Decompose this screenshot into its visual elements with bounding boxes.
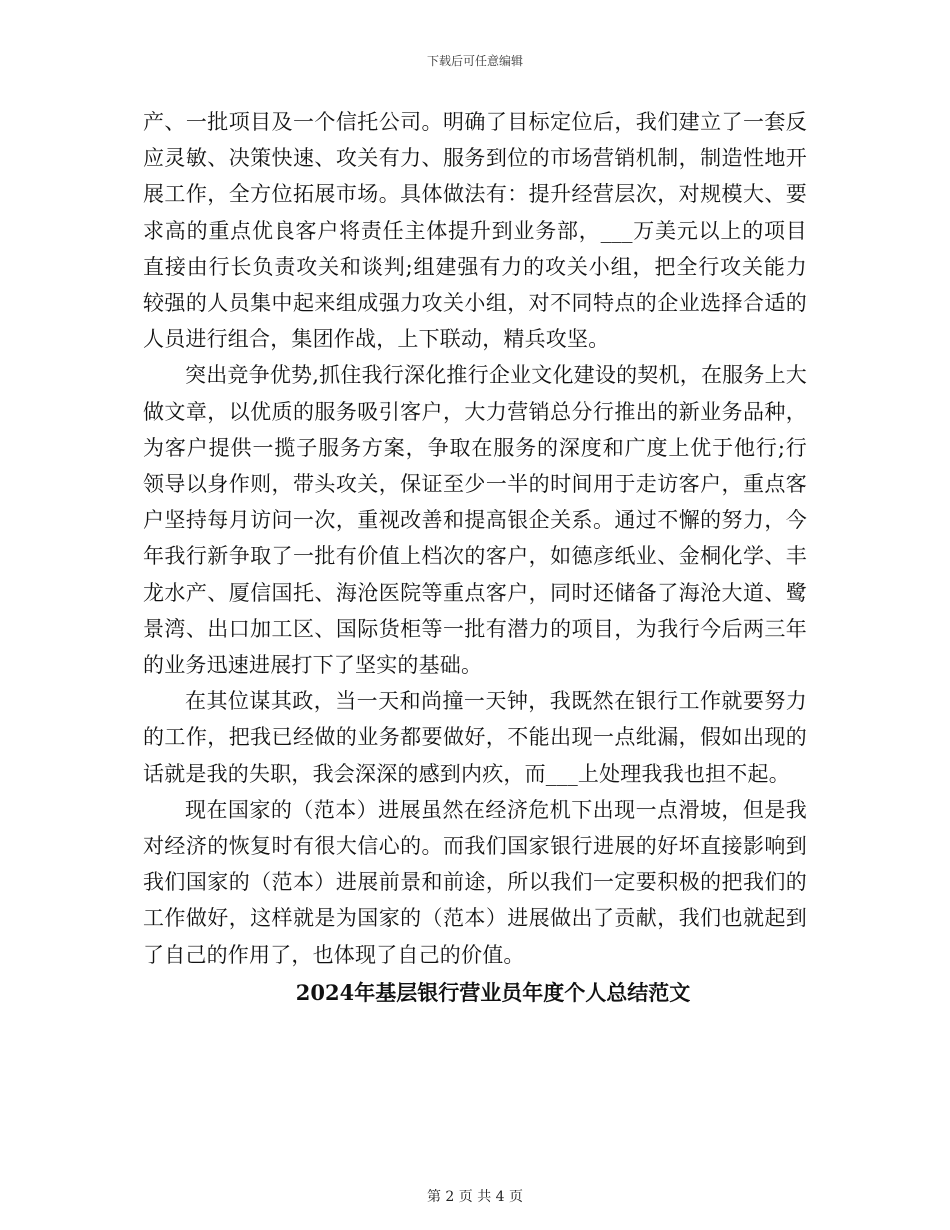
paragraph-3: 在其位谋其政，当一天和尚撞一天钟，我既然在银行工作就要努力的工作，把我已经做的业务都要做好，不能出现一点纰漏，假如出现的话就是我的失职，我会深深的感到内疚，而___上处理我我也担不起。	[143, 689, 807, 786]
page-footer: 第 2 页 共 4 页	[426, 1189, 524, 1205]
header-note: 下载后可任意编辑	[426, 54, 523, 68]
paragraph-1: 产、一批项目及一个信托公司。明确了目标定位后，我们建立了一套反应灵敏、决策快速、攻关有力、服务到位的市场营销机制，制造性地开展工作，全方位拓展市场。具体做法有：提升经营层次，对规模大、要求高的重点优良客户将责任主体提升到业务部，___万美元以上的项目直接由行长负责攻关和谈判;组建强有力的攻关小组，把全行攻关能力较强的人员集中起来组成强力攻关小组，对不同特点的企业选择合适的人员进行组合，集团作战，上下联动，精兵攻坚。	[143, 110, 807, 352]
paragraph-4: 现在国家的（范本）进展虽然在经济危机下出现一点滑坡，但是我对经济的恢复时有很大信心的。而我们国家银行进展的好坏直接影响到我们国家的（范本）进展前景和前途，所以我们一定要积极的把我们的工作做好，这样就是为国家的（范本）进展做出了贡献，我们也就起到了自己的作用了，也体现了自己的价值。	[143, 797, 807, 967]
paragraph-2: 突出竞争优势,抓住我行深化推行企业文化建设的契机，在服务上大做文章，以优质的服务吸引客户，大力营销总分行推出的新业务品种，为客户提供一揽子服务方案，争取在服务的深度和广度上优于他行;行领导以身作则，带头攻关，保证至少一半的时间用于走访客户，重点客户坚持每月访问一次，重视改善和提高银企关系。通过不懈的努力，今年我行新争取了一批有价值上档次的客户，如德彦纸业、金桐化学、丰龙水产、厦信国托、海沧医院等重点客户，同时还储备了海沧大道、鹭景湾、出口加工区、国际货柜等一批有潜力的项目，为我行今后两三年的业务迅速进展打下了坚实的基础。	[143, 363, 807, 678]
document-body	[143, 104, 807, 1011]
section-title: 2024年基层银行营业员年度个人总结范文	[295, 979, 691, 1005]
